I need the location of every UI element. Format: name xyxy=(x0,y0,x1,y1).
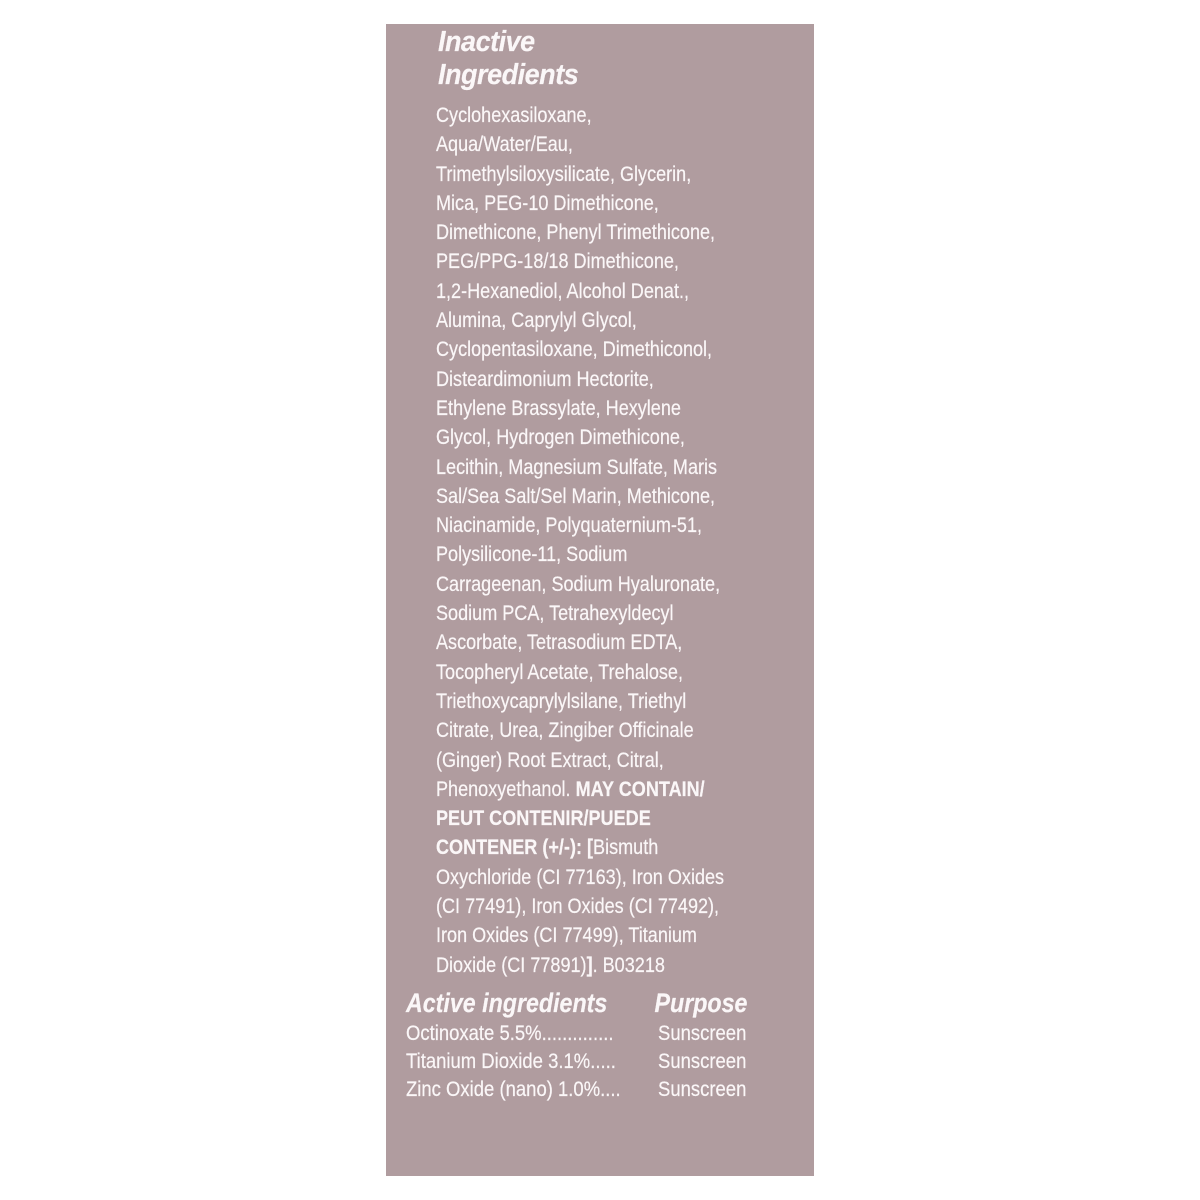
ingredient-line: 1,2-Hexanediol, Alcohol Denat., xyxy=(436,279,690,303)
ingredients-panel xyxy=(386,24,814,1176)
lot-code: . B03218 xyxy=(592,953,665,977)
ingredient-line-may-contain xyxy=(436,804,746,833)
ingredient-line: (CI 77491), Iron Oxides (CI 77492), xyxy=(436,895,720,919)
ingredient-line: Trimethylsiloxysilicate, Glycerin, xyxy=(436,162,692,186)
ingredient-line: Niacinamide, Polyquaternium-51, xyxy=(436,514,703,538)
active-ingredient-purpose: Sunscreen xyxy=(658,1022,747,1045)
ingredient-text: Bismuth xyxy=(593,836,659,860)
may-contain-label: CONTENER (+/-): [ xyxy=(436,836,594,860)
ingredient-line: Cyclopentasiloxane, Dimethiconol, xyxy=(436,338,713,362)
ingredient-line: Oxychloride (CI 77163), Iron Oxides xyxy=(436,865,725,889)
ingredient-line: Polysilicone-11, Sodium xyxy=(436,543,628,567)
ingredient-line: Aqua/Water/Eau, xyxy=(436,133,573,157)
inactive-ingredients-heading xyxy=(438,26,578,92)
active-ingredients-header xyxy=(406,986,750,1020)
may-contain-label: MAY CONTAIN/ xyxy=(575,777,705,801)
ingredient-line: Carrageenan, Sodium Hyaluronate, xyxy=(436,572,721,596)
inactive-heading-line2: Ingredients xyxy=(438,59,579,91)
inactive-ingredients-list xyxy=(436,101,746,980)
active-ingredient-row xyxy=(406,1048,806,1076)
ingredient-line: Tocopheryl Acetate, Trehalose, xyxy=(436,660,683,684)
ingredient-line: Iron Oxides (CI 77499), Titanium xyxy=(436,924,697,948)
active-ingredient-purpose: Sunscreen xyxy=(658,1050,747,1073)
ingredient-line: Triethoxycaprylylsilane, Triethyl xyxy=(436,689,687,713)
purpose-heading: Purpose xyxy=(654,988,748,1018)
inactive-heading-line1: Inactive xyxy=(438,26,535,58)
ingredient-text: Dioxide (CI 77891) xyxy=(436,953,587,977)
ingredient-line: Sal/Sea Salt/Sel Marin, Methicone, xyxy=(436,484,716,508)
ingredient-line: Lecithin, Magnesium Sulfate, Maris xyxy=(436,455,718,479)
ingredient-line: Sodium PCA, Tetrahexyldecyl xyxy=(436,602,674,626)
ingredient-line-lot-code xyxy=(436,951,746,980)
active-ingredient-name: Zinc Oxide (nano) 1.0%.... xyxy=(406,1078,621,1101)
active-ingredients-heading: Active ingredients xyxy=(406,988,608,1018)
ingredient-line: (Ginger) Root Extract, Citral, xyxy=(436,748,664,772)
ingredient-line: Mica, PEG-10 Dimethicone, xyxy=(436,191,659,215)
ingredient-line: Ethylene Brassylate, Hexylene xyxy=(436,396,681,420)
ingredient-line: Glycol, Hydrogen Dimethicone, xyxy=(436,426,685,450)
active-ingredient-name: Octinoxate 5.5%.............. xyxy=(406,1022,614,1045)
ingredient-line-may-contain xyxy=(436,775,746,804)
may-contain-label: PEUT CONTENIR/PUEDE xyxy=(436,807,651,831)
active-ingredient-purpose: Sunscreen xyxy=(658,1078,747,1101)
active-ingredient-row xyxy=(406,1076,806,1104)
active-ingredients-table xyxy=(406,986,806,1104)
ingredient-line: Cyclohexasiloxane, xyxy=(436,104,592,127)
ingredient-line: PEG/PPG-18/18 Dimethicone, xyxy=(436,250,679,274)
ingredient-text: Phenoxyethanol. xyxy=(436,777,576,801)
ingredient-line: Dimethicone, Phenyl Trimethicone, xyxy=(436,221,716,245)
active-ingredient-row xyxy=(406,1020,806,1048)
ingredient-line: Disteardimonium Hectorite, xyxy=(436,367,654,391)
ingredient-line-may-contain xyxy=(436,833,746,862)
active-ingredient-name: Titanium Dioxide 3.1%..... xyxy=(406,1050,616,1073)
bracket-close: ] xyxy=(586,953,593,977)
ingredient-line: Citrate, Urea, Zingiber Officinale xyxy=(436,719,694,743)
ingredient-line: Alumina, Caprylyl Glycol, xyxy=(436,309,637,333)
ingredient-line: Ascorbate, Tetrasodium EDTA, xyxy=(436,631,683,655)
